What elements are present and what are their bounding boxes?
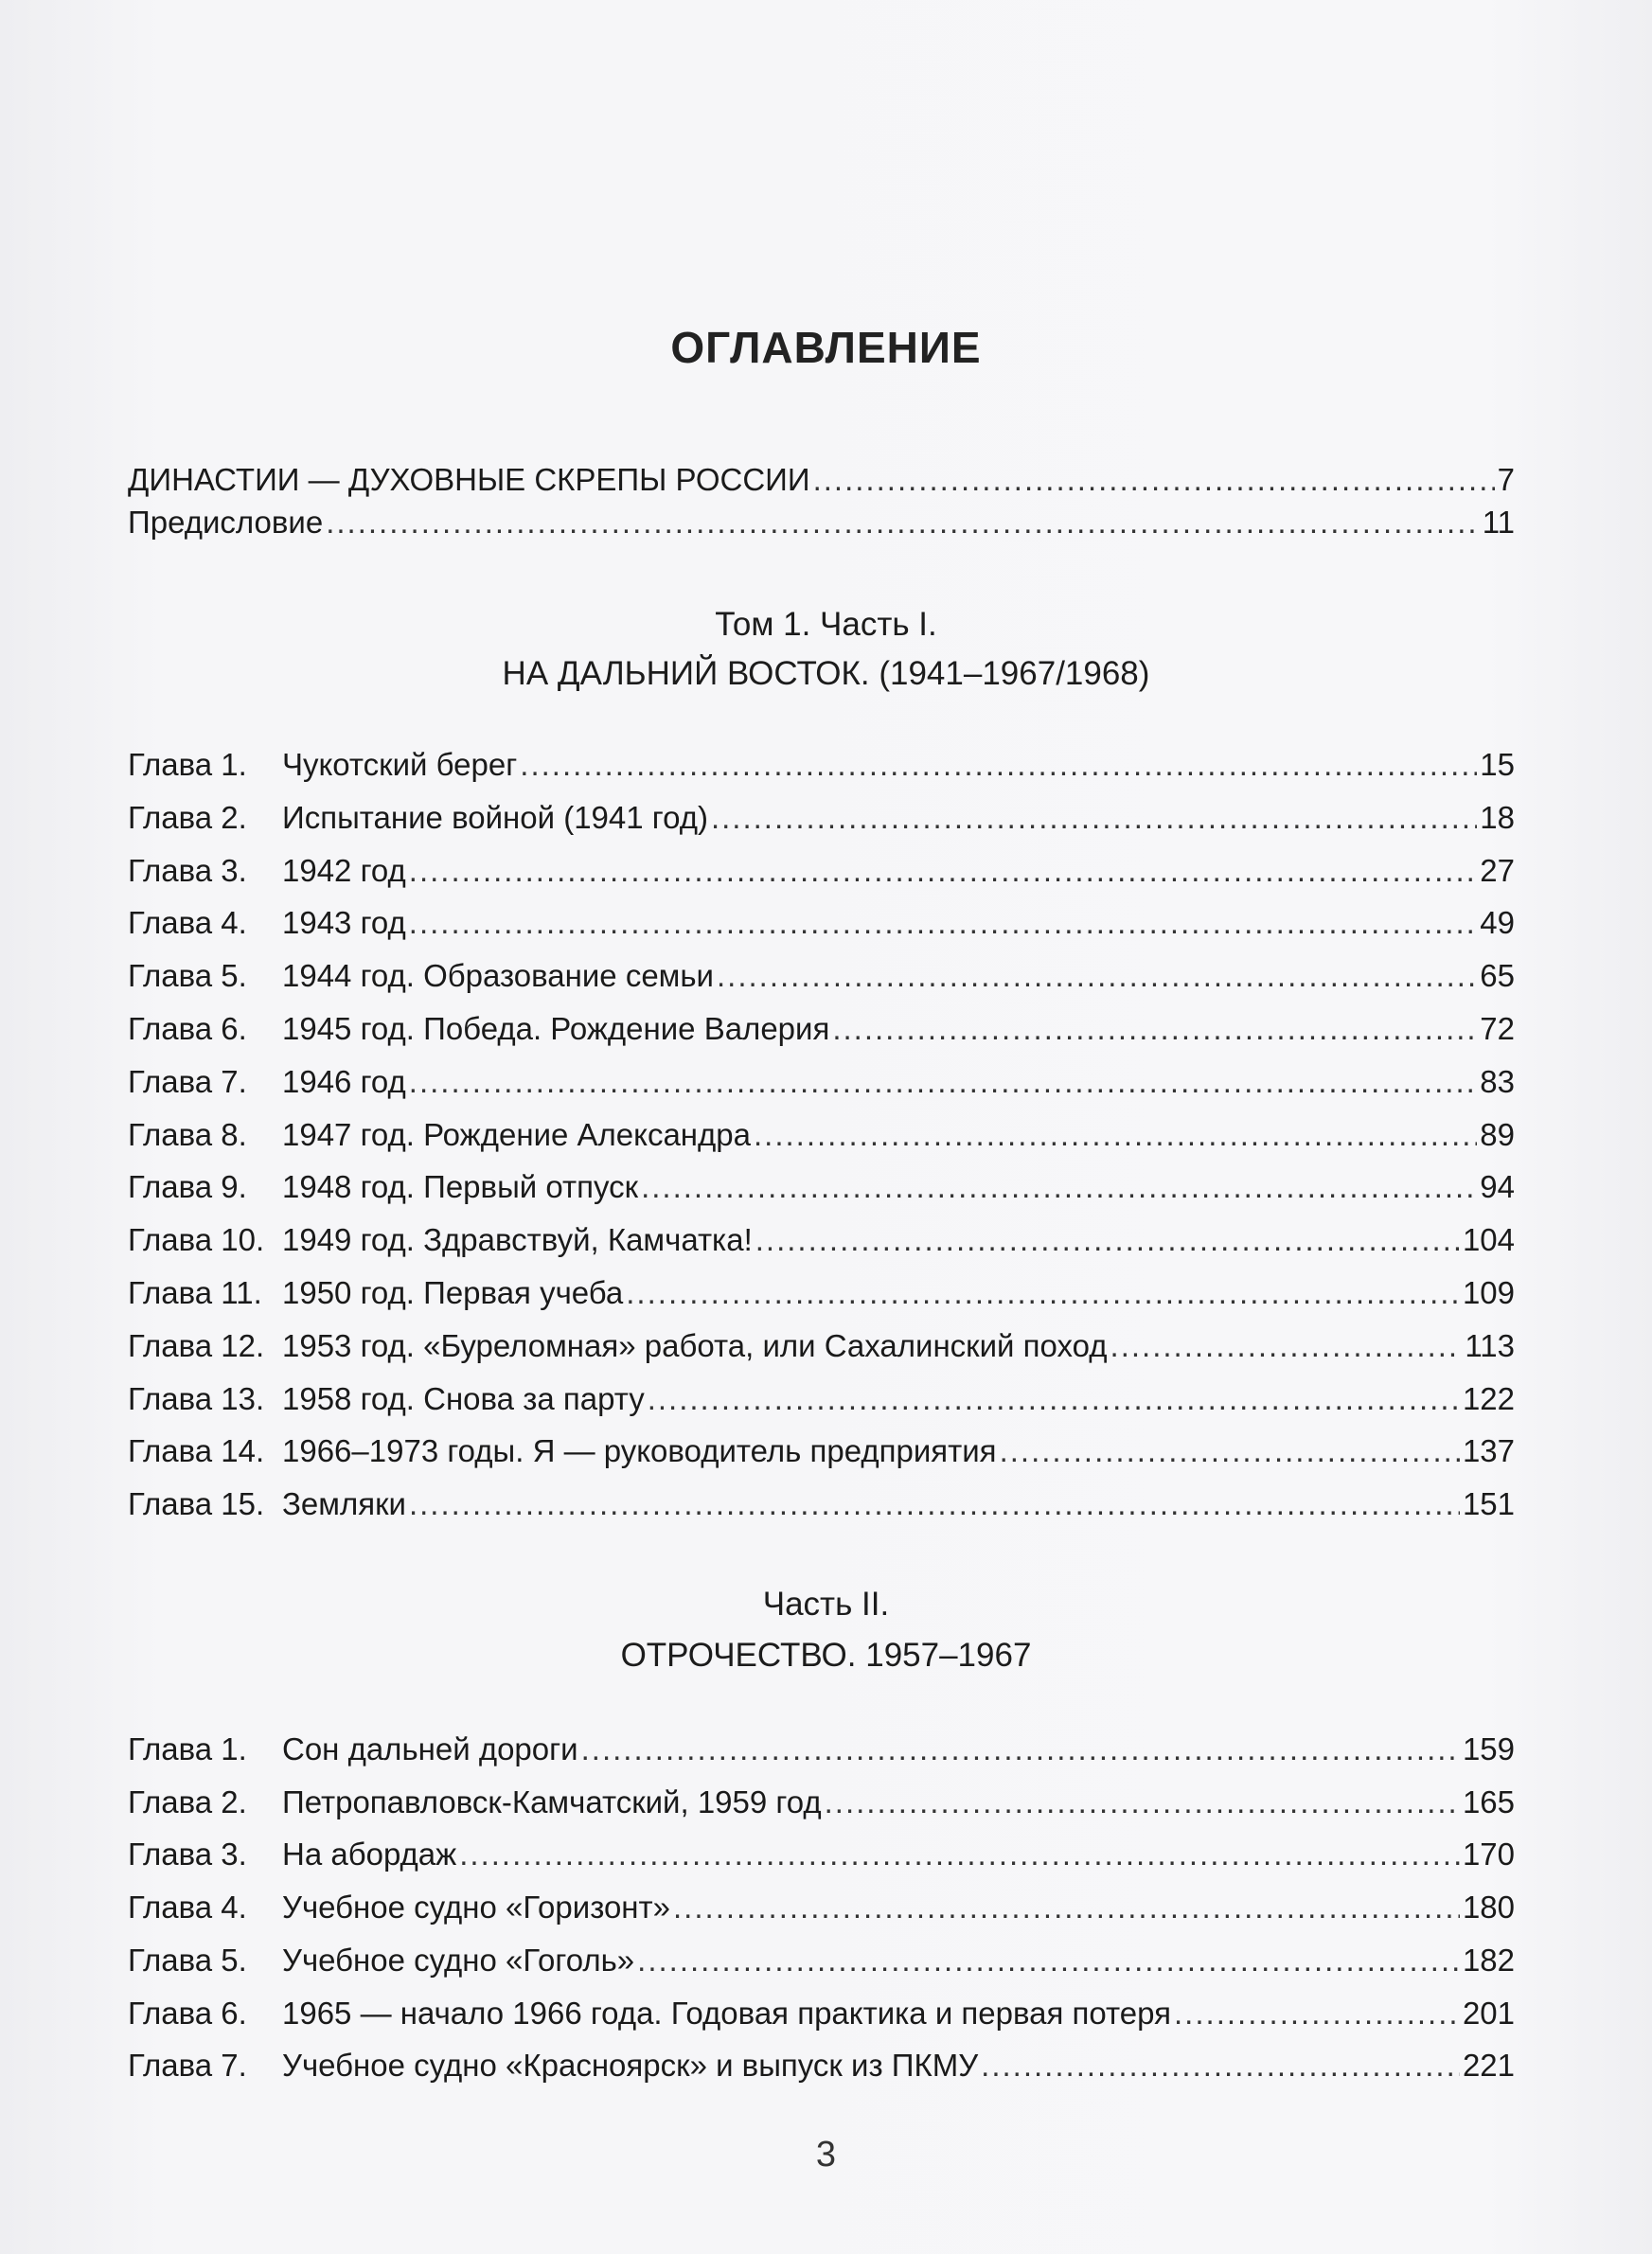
page-ref: 7 bbox=[1497, 462, 1515, 497]
dot-leader bbox=[1000, 1428, 1460, 1475]
chapter-title: Учебное судно «Красноярск» и выпуск из ПКМУ bbox=[282, 2048, 979, 2084]
toc-entry bbox=[128, 741, 1515, 789]
chapter-number: Глава 11. bbox=[128, 1275, 262, 1310]
chapter-title: 1947 год. Рождение Александра bbox=[282, 1116, 751, 1152]
page-ref: 151 bbox=[1462, 1486, 1515, 1522]
chapter-number: Глава 9. bbox=[128, 1169, 247, 1205]
toc-entry bbox=[128, 1269, 1515, 1317]
toc-entry bbox=[128, 1111, 1515, 1159]
dot-leader bbox=[520, 741, 1477, 789]
dot-leader bbox=[648, 1375, 1460, 1423]
chapter-title: 1965 — начало 1966 года. Годовая практика и первая потеря bbox=[282, 1995, 1172, 2031]
page-ref: 11 bbox=[1482, 505, 1515, 540]
chapter-title: 1945 год. Победа. Рождение Валерия bbox=[282, 1011, 830, 1046]
toc-entry bbox=[128, 2042, 1515, 2089]
dot-leader bbox=[641, 1163, 1477, 1211]
part2-heading-part: Часть II. bbox=[762, 1586, 890, 1623]
chapter-title: 1948 год. Первый отпуск bbox=[282, 1169, 639, 1205]
chapter-title: Сон дальней дороги bbox=[282, 1731, 578, 1766]
chapter-title: На абордаж bbox=[282, 1837, 457, 1872]
chapter-number: Глава 5. bbox=[128, 958, 247, 994]
toc-entry bbox=[128, 1937, 1515, 1984]
dot-leader bbox=[409, 847, 1478, 895]
page-ref: 27 bbox=[1480, 852, 1515, 888]
toc-entry bbox=[128, 1322, 1515, 1370]
part1-heading-title: НА ДАЛЬНИЙ ВОСТОК. (1941–1967/1968) bbox=[502, 655, 1150, 692]
chapter-title: 1943 год bbox=[282, 905, 406, 941]
chapter-number: Глава 3. bbox=[128, 1837, 247, 1872]
dot-leader bbox=[1174, 1990, 1460, 2037]
chapter-title: 1953 год. «Буреломная» работа, или Сахалинский поход bbox=[282, 1327, 1108, 1363]
page-ref: 201 bbox=[1462, 1995, 1515, 2031]
dot-leader bbox=[755, 1216, 1460, 1264]
chapter-title: 1946 год bbox=[282, 1063, 406, 1099]
page-ref: 170 bbox=[1462, 1837, 1515, 1872]
page-number: 3 bbox=[815, 2135, 837, 2174]
chapter-number: Глава 4. bbox=[128, 1890, 247, 1926]
dot-leader bbox=[813, 456, 1495, 504]
page-ref: 109 bbox=[1462, 1275, 1515, 1310]
page-ref: 18 bbox=[1480, 799, 1515, 835]
page-ref: 65 bbox=[1480, 958, 1515, 994]
chapter-number: Глава 6. bbox=[128, 1011, 247, 1046]
chapter-number: Глава 2. bbox=[128, 799, 247, 835]
dot-leader bbox=[673, 1884, 1460, 1931]
chapter-number: Глава 7. bbox=[128, 2048, 247, 2084]
chapter-number: Глава 5. bbox=[128, 1942, 247, 1978]
page-ref: 104 bbox=[1462, 1222, 1515, 1258]
chapter-title: 1966–1973 годы. Я — руководитель предприятия bbox=[282, 1433, 997, 1469]
toc-entry bbox=[128, 456, 1515, 504]
chapter-title: 1958 год. Снова за парту bbox=[282, 1380, 645, 1416]
dot-leader bbox=[1110, 1322, 1463, 1370]
dot-leader bbox=[409, 899, 1478, 947]
chapter-number: Глава 2. bbox=[128, 1784, 247, 1819]
toc-entry bbox=[128, 1375, 1515, 1423]
toc-entry bbox=[128, 847, 1515, 895]
toc-entry bbox=[128, 1779, 1515, 1826]
toc-entry bbox=[128, 1831, 1515, 1878]
part1-heading-volume: Том 1. Часть I. bbox=[715, 606, 937, 643]
chapter-title: Петропавловск-Камчатский, 1959 год bbox=[282, 1784, 822, 1819]
dot-leader bbox=[326, 499, 1480, 546]
chapter-number: Глава 1. bbox=[128, 1731, 247, 1766]
chapter-title: 1949 год. Здравствуй, Камчатка! bbox=[282, 1222, 753, 1258]
chapter-number: Глава 15. bbox=[128, 1486, 265, 1522]
chapter-title: Учебное судно «Гоголь» bbox=[282, 1942, 635, 1978]
part2-heading-title: ОТРОЧЕСТВО. 1957–1967 bbox=[620, 1637, 1032, 1674]
chapter-title: Испытание войной (1941 год) bbox=[282, 799, 708, 835]
page-ref: 122 bbox=[1462, 1380, 1515, 1416]
page-ref: 89 bbox=[1480, 1116, 1515, 1152]
chapter-title: Учебное судно «Горизонт» bbox=[282, 1890, 671, 1926]
toc-entry bbox=[128, 1005, 1515, 1053]
entry-title: ДИНАСТИИ — ДУХОВНЫЕ СКРЕПЫ РОССИИ bbox=[128, 462, 810, 497]
toc-entry bbox=[128, 1058, 1515, 1106]
toc-entry bbox=[128, 794, 1515, 842]
toc-entry bbox=[128, 1481, 1515, 1528]
chapter-title: 1942 год bbox=[282, 852, 406, 888]
chapter-number: Глава 1. bbox=[128, 747, 247, 782]
toc-title: ОГЛАВЛЕНИЕ bbox=[670, 323, 982, 372]
toc-entry bbox=[128, 1990, 1515, 2037]
page-ref: 221 bbox=[1462, 2048, 1515, 2084]
chapter-number: Глава 7. bbox=[128, 1063, 247, 1099]
toc-entry bbox=[128, 1216, 1515, 1264]
chapter-title: Чукотский берег bbox=[282, 747, 518, 782]
chapter-number: Глава 3. bbox=[128, 852, 247, 888]
page-ref: 15 bbox=[1480, 747, 1515, 782]
dot-leader bbox=[981, 2042, 1460, 2089]
page-ref: 72 bbox=[1480, 1011, 1515, 1046]
toc-entry bbox=[128, 1884, 1515, 1931]
dot-leader bbox=[637, 1937, 1460, 1984]
page-ref: 180 bbox=[1462, 1890, 1515, 1926]
toc-entry bbox=[128, 1428, 1515, 1475]
dot-leader bbox=[717, 952, 1477, 1000]
page-ref: 182 bbox=[1462, 1942, 1515, 1978]
entry-title: Предисловие bbox=[128, 505, 324, 540]
page-ref: 165 bbox=[1462, 1784, 1515, 1819]
toc-entry bbox=[128, 1726, 1515, 1773]
dot-leader bbox=[409, 1481, 1460, 1528]
page-ref: 113 bbox=[1465, 1327, 1515, 1363]
dot-leader bbox=[825, 1779, 1460, 1826]
page-ref: 49 bbox=[1480, 905, 1515, 941]
toc-entry bbox=[128, 499, 1515, 546]
dot-leader bbox=[754, 1111, 1477, 1159]
dot-leader bbox=[626, 1269, 1460, 1317]
toc-entry bbox=[128, 899, 1515, 947]
dot-leader bbox=[459, 1831, 1460, 1878]
chapter-number: Глава 4. bbox=[128, 905, 247, 941]
chapter-number: Глава 13. bbox=[128, 1380, 265, 1416]
chapter-title: 1944 год. Образование семьи bbox=[282, 958, 714, 994]
dot-leader bbox=[581, 1726, 1460, 1773]
toc-entry bbox=[128, 952, 1515, 1000]
page-ref: 83 bbox=[1480, 1063, 1515, 1099]
chapter-number: Глава 14. bbox=[128, 1433, 265, 1469]
dot-leader bbox=[711, 794, 1477, 842]
page-ref: 159 bbox=[1462, 1731, 1515, 1766]
chapter-title: Земляки bbox=[282, 1486, 406, 1522]
dot-leader bbox=[409, 1058, 1478, 1106]
chapter-number: Глава 6. bbox=[128, 1995, 247, 2031]
chapter-number: Глава 8. bbox=[128, 1116, 247, 1152]
page-ref: 94 bbox=[1480, 1169, 1515, 1205]
toc-entry bbox=[128, 1163, 1515, 1211]
dot-leader bbox=[832, 1005, 1477, 1053]
chapter-title: 1950 год. Первая учеба bbox=[282, 1275, 624, 1310]
chapter-number: Глава 10. bbox=[128, 1222, 265, 1258]
chapter-number: Глава 12. bbox=[128, 1327, 265, 1363]
page-ref: 137 bbox=[1462, 1433, 1515, 1469]
